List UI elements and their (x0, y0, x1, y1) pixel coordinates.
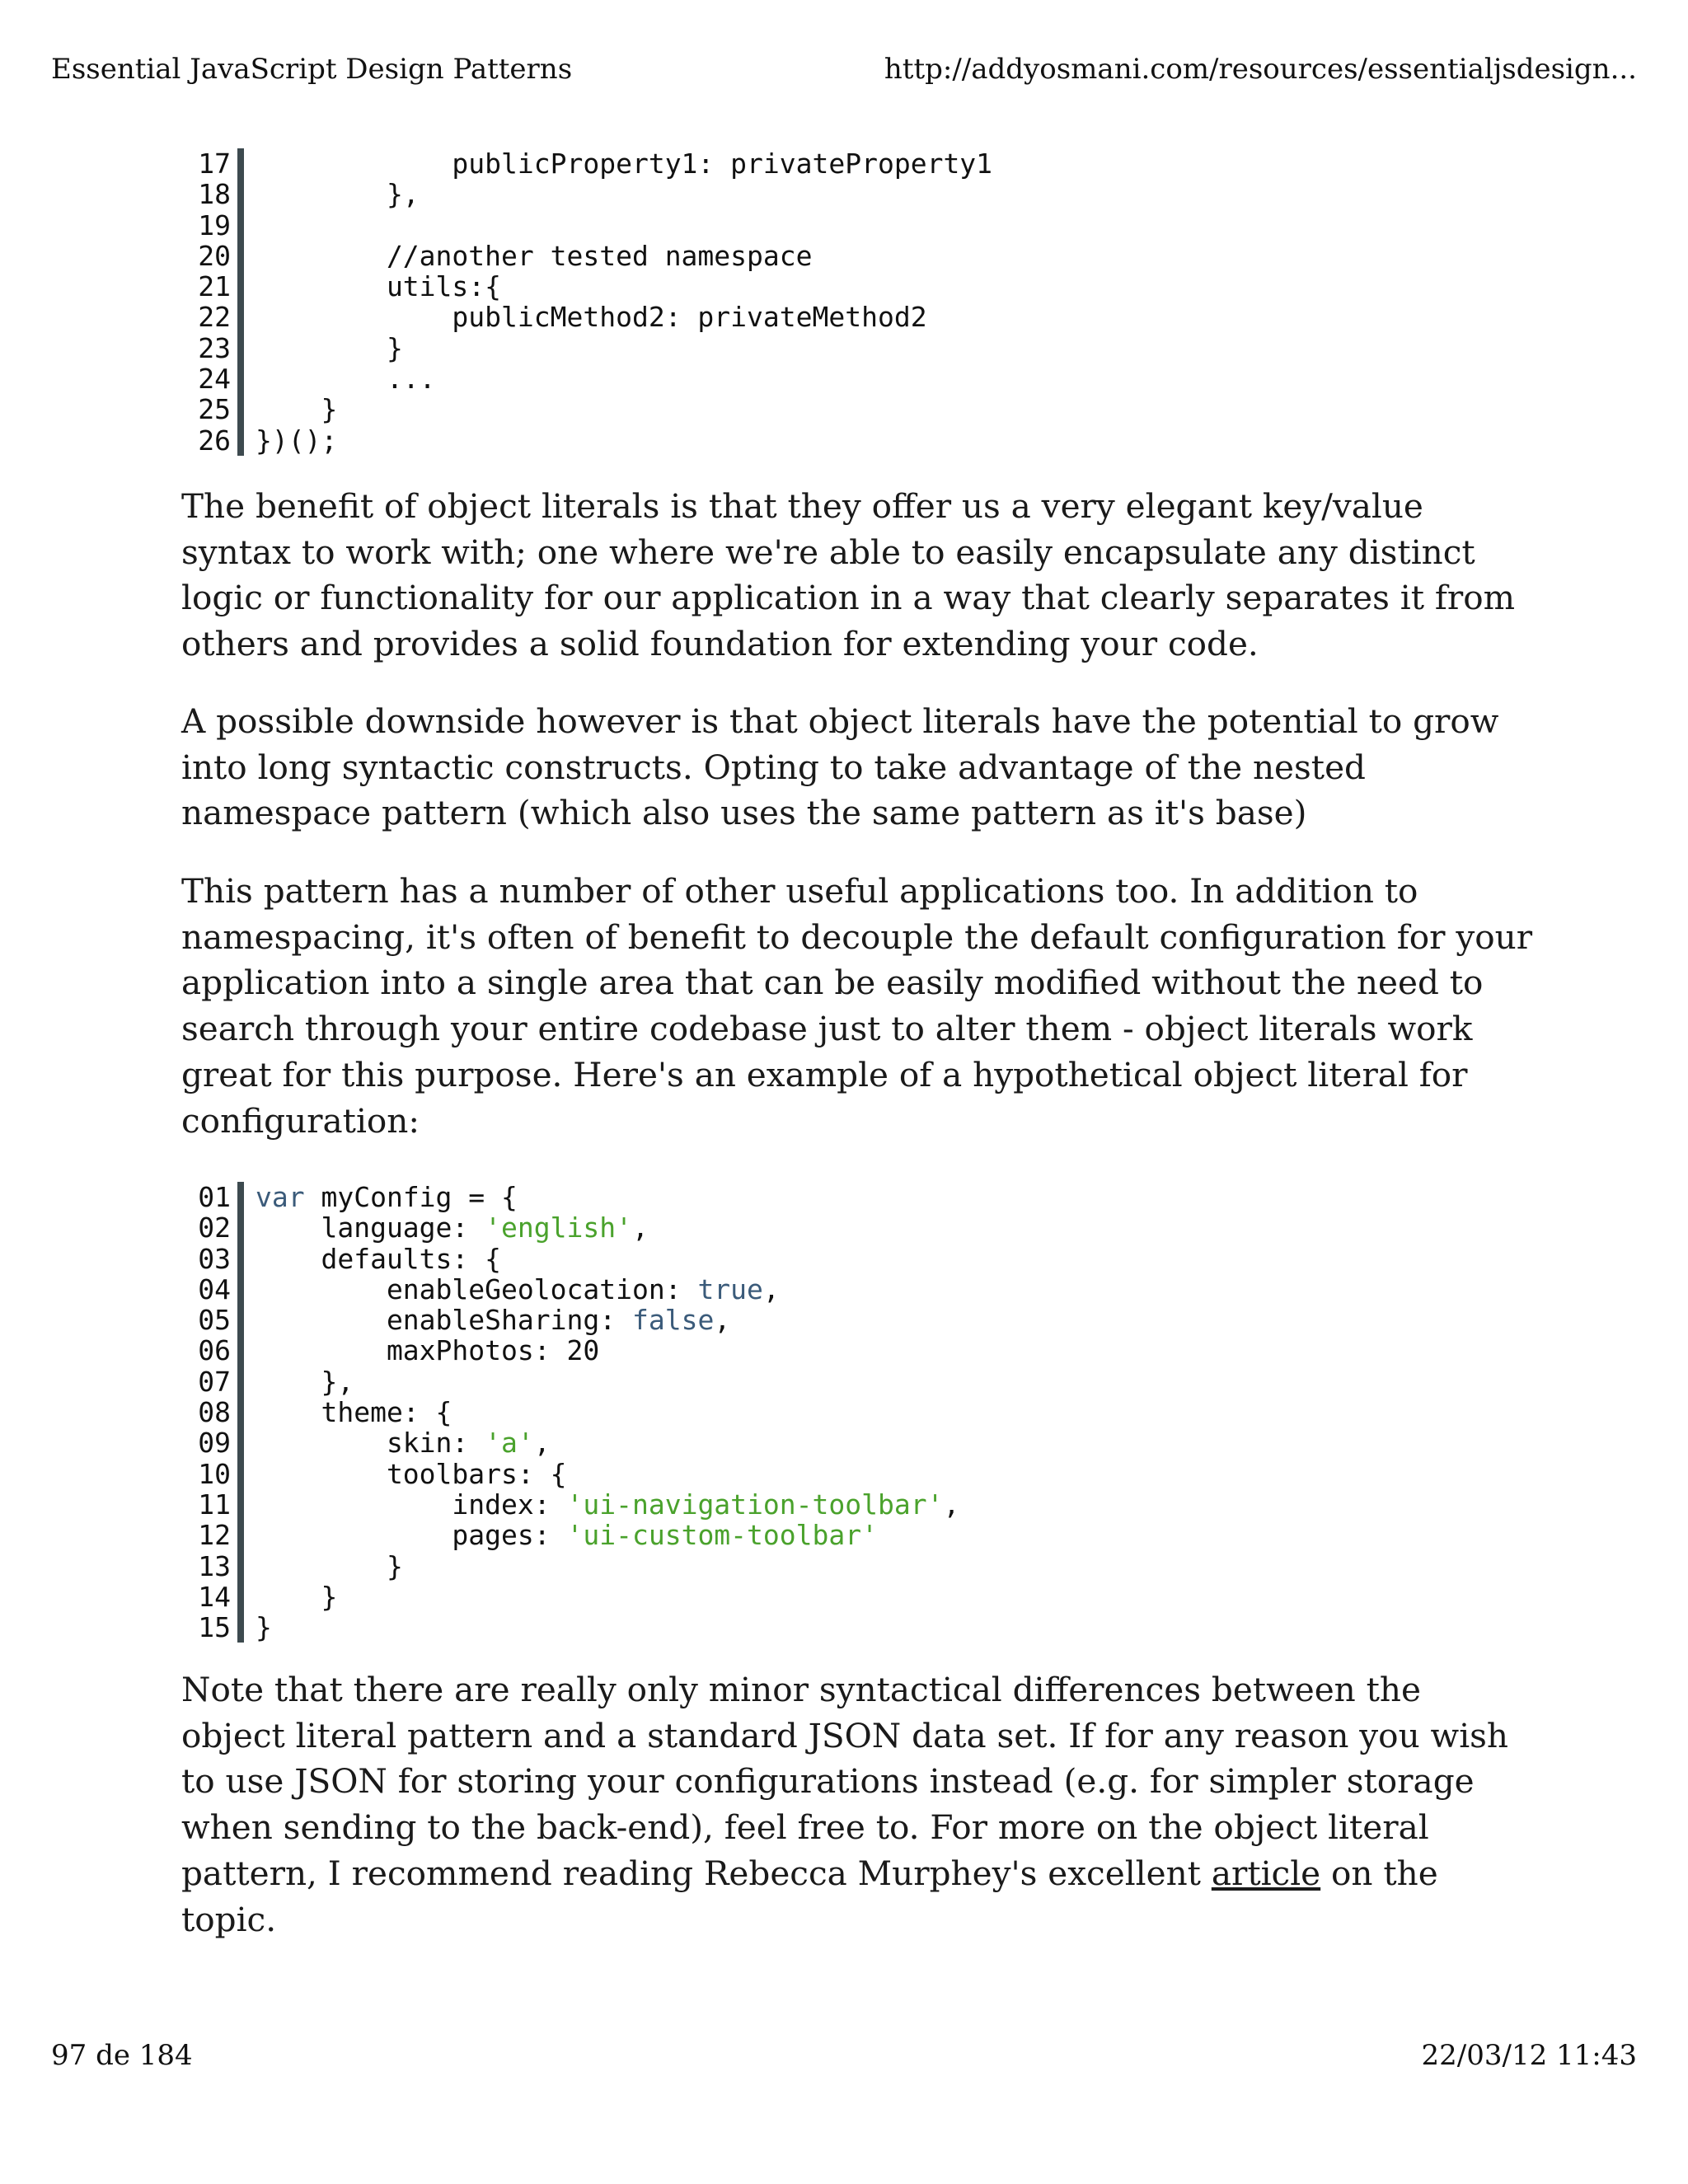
print-datetime: 22/03/12 11:43 (1421, 2039, 1637, 2072)
gutter-bar (237, 1551, 244, 1582)
code-text: enableSharing: false, (256, 1304, 731, 1337)
gutter-bar (237, 1305, 244, 1335)
gutter-bar (237, 1612, 244, 1643)
gutter-bar (237, 394, 244, 424)
gutter-bar (237, 210, 244, 241)
code-line (191, 394, 992, 424)
paragraph-object-literal-benefits: The benefit of object literals is that they offer us a very elegant key/value syntax to work with; one where we're able to easily encapsulate any distinct logic or functionality for our application in a way that clearly separates it from others and provides a solid foundation for extending your code. (181, 486, 1516, 664)
gutter-bar (237, 1397, 244, 1427)
line-number: 20 (198, 239, 231, 272)
line-number: 17 (198, 148, 231, 180)
gutter-bar (237, 271, 244, 302)
line-number: 05 (198, 1304, 231, 1337)
gutter-bar (237, 1427, 244, 1458)
code-text: })(); (256, 424, 338, 457)
code-line (191, 1582, 959, 1612)
code-text: theme: { (256, 1396, 452, 1429)
gutter-bar (237, 1459, 244, 1489)
code-text: toolbars: { (256, 1457, 567, 1490)
code-text: } (256, 331, 403, 364)
document-url: http://addyosmani.com/resources/essentialjsdesign... (884, 53, 1637, 86)
code-text: }, (256, 1365, 354, 1398)
code-line (191, 333, 992, 363)
code-line (191, 1305, 959, 1335)
document-title: Essential JavaScript Design Patterns (51, 53, 573, 86)
gutter-bar (237, 241, 244, 271)
line-number: 01 (198, 1181, 231, 1213)
code-line (191, 1182, 959, 1212)
line-number: 09 (198, 1427, 231, 1460)
paragraph-object-literal-downside: A possible downside however is that object literals have the potential to grow into long syntactic constructs. Opting to take advantage of the nested namespace pattern (which also uses the same pattern as it's base) (181, 701, 1499, 833)
gutter-bar (237, 1212, 244, 1243)
gutter-bar (237, 363, 244, 394)
article-link[interactable]: article (1211, 1853, 1321, 1893)
paragraph-json-note (181, 1667, 1533, 1943)
code-text: language: 'english', (256, 1212, 649, 1244)
code-text: index: 'ui-navigation-toolbar', (256, 1488, 960, 1521)
code-text: defaults: { (256, 1242, 502, 1275)
code-line (191, 425, 992, 456)
code-text: } (256, 1549, 403, 1582)
line-number: 10 (198, 1457, 231, 1490)
code-text: publicMethod2: privateMethod2 (256, 301, 927, 334)
code-line (191, 1520, 959, 1550)
gutter-bar (237, 1274, 244, 1305)
gutter-bar (237, 148, 244, 179)
code-line (191, 1366, 959, 1397)
code-text: //another tested namespace (256, 239, 813, 272)
code-line (191, 1459, 959, 1489)
line-number: 23 (198, 331, 231, 364)
gutter-bar (237, 1582, 244, 1612)
line-number: 15 (198, 1611, 231, 1644)
code-text: enableGeolocation: true, (256, 1272, 780, 1305)
line-number: 18 (198, 178, 231, 211)
code-text: skin: 'a', (256, 1427, 551, 1460)
json-note-text: Note that there are really only minor syntactical differences between the object literal pattern and a standard JSON data set. If for any reason you wish to use JSON for storing your configurations instead (e.g. for simpler storage when sending to the back-end), feel free to. For more on the object literal pattern, I recommend reading Rebecca Murphey's excellent (181, 1670, 1509, 1893)
line-number: 03 (198, 1242, 231, 1275)
code-line (191, 363, 992, 394)
json-note-tail: on the topic. (181, 1853, 1438, 1939)
line-number: 13 (198, 1549, 231, 1582)
gutter-bar (237, 179, 244, 209)
line-number: 11 (198, 1488, 231, 1521)
code-text: } (256, 1611, 272, 1644)
code-line (191, 271, 992, 302)
code-line (191, 1612, 959, 1643)
code-text: utils:{ (256, 270, 502, 303)
paragraph-configuration-use: This pattern has a number of other useful applications too. In addition to namespacing, it's often of benefit to decouple the default configuration for your application into a single area that can be easily modified without the need to search through your entire codebase just to alter them - object literals work great for this purpose. Here's an example of a hypothetical object literal for configuration: (181, 871, 1533, 1141)
code-line (191, 1427, 959, 1458)
gutter-bar (237, 1366, 244, 1397)
code-line (191, 148, 992, 179)
line-number: 21 (198, 270, 231, 303)
line-number: 12 (198, 1519, 231, 1552)
code-text: pages: 'ui-custom-toolbar' (256, 1519, 878, 1552)
code-line (191, 241, 992, 271)
code-block-myconfig (191, 1182, 959, 1643)
line-number: 25 (198, 393, 231, 426)
gutter-bar (237, 1244, 244, 1274)
line-number: 06 (198, 1334, 231, 1367)
code-line (191, 1274, 959, 1305)
code-text: ... (256, 363, 436, 396)
code-text: }, (256, 178, 420, 211)
gutter-bar (237, 1489, 244, 1520)
code-line (191, 1212, 959, 1243)
line-number: 14 (198, 1580, 231, 1613)
code-line (191, 1397, 959, 1427)
line-number: 22 (198, 301, 231, 334)
gutter-bar (237, 1182, 244, 1212)
line-number: 04 (198, 1272, 231, 1305)
gutter-bar (237, 1335, 244, 1366)
code-block-namespace (191, 148, 992, 456)
code-line (191, 1244, 959, 1274)
code-line (191, 1551, 959, 1582)
code-text: publicProperty1: privateProperty1 (256, 148, 993, 180)
code-line (191, 302, 992, 332)
code-line (191, 210, 992, 241)
gutter-bar (237, 333, 244, 363)
gutter-bar (237, 1520, 244, 1550)
line-number: 08 (198, 1396, 231, 1429)
gutter-bar (237, 425, 244, 456)
line-number: 19 (198, 209, 231, 241)
code-text: maxPhotos: 20 (256, 1334, 600, 1367)
code-text: } (256, 1580, 338, 1613)
code-line (191, 179, 992, 209)
line-number: 07 (198, 1365, 231, 1398)
code-text: } (256, 393, 338, 426)
page-number: 97 de 184 (51, 2039, 193, 2072)
line-number: 26 (198, 424, 231, 457)
gutter-bar (237, 302, 244, 332)
line-number: 02 (198, 1212, 231, 1244)
code-text: var myConfig = { (256, 1181, 518, 1213)
code-line (191, 1489, 959, 1520)
line-number: 24 (198, 363, 231, 396)
code-line (191, 1335, 959, 1366)
